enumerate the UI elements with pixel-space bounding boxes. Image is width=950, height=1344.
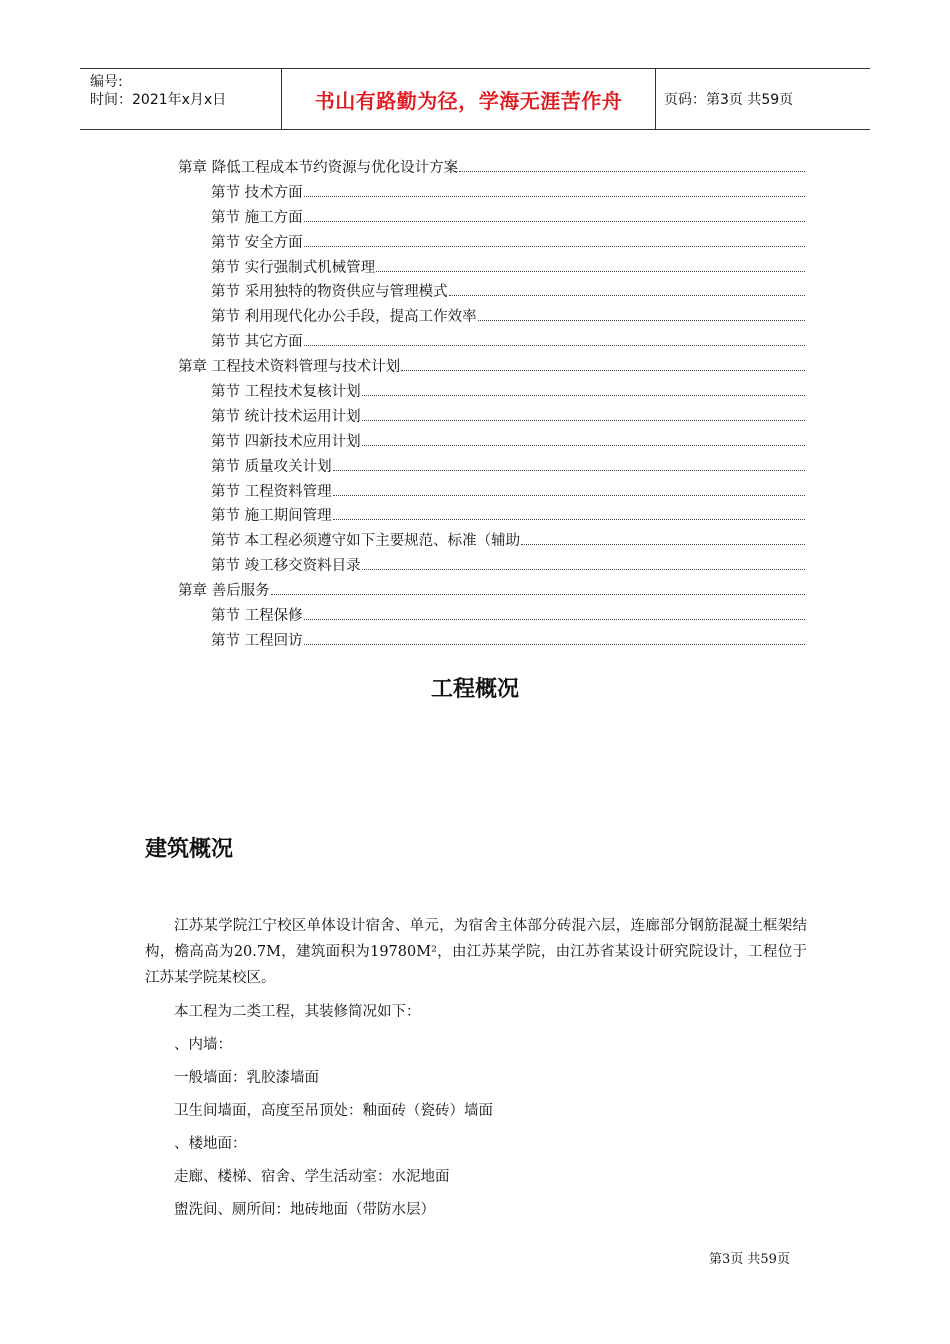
toc-entry-text: 第节 工程回访 bbox=[211, 632, 303, 649]
body-line: 一般墙面：乳胶漆墙面 bbox=[174, 1070, 319, 1086]
toc-entry-text: 第节 采用独特的物资供应与管理模式 bbox=[211, 284, 448, 301]
toc-entry-text: 第章 善后服务 bbox=[178, 583, 270, 600]
toc-section-entry bbox=[178, 405, 805, 430]
toc-entry-text: 第节 安全方面 bbox=[211, 234, 303, 251]
toc-entry-text: 第节 工程技术复核计划 bbox=[211, 384, 361, 401]
toc-section-entry bbox=[178, 554, 805, 579]
toc-leader-dots bbox=[459, 158, 805, 172]
toc-section-entry bbox=[178, 629, 805, 654]
toc-section-entry bbox=[178, 604, 805, 629]
toc-leader-dots bbox=[333, 482, 805, 496]
header-motto: 书山有路勤为径，学海无涯苦作舟 bbox=[282, 69, 656, 129]
toc-section-entry bbox=[178, 256, 805, 281]
toc-chapter-entry bbox=[178, 156, 805, 181]
toc-section-entry bbox=[178, 330, 805, 355]
document-header bbox=[80, 68, 870, 130]
toc-entry-text: 第节 本工程必须遵守如下主要规范、标准（辅助 bbox=[211, 533, 521, 550]
header-meta bbox=[80, 69, 282, 129]
toc-entry-text: 第节 四新技术应用计划 bbox=[211, 433, 361, 450]
toc-leader-dots bbox=[362, 432, 805, 446]
body-line: 、内墙： bbox=[174, 1037, 232, 1053]
body-line: 盥洗间、厕所间：地砖地面（带防水层） bbox=[174, 1202, 435, 1218]
body-line: 走廊、楼梯、宿舍、学生活动室：水泥地面 bbox=[174, 1169, 450, 1185]
toc-leader-dots bbox=[376, 258, 805, 272]
toc-chapter-entry bbox=[178, 355, 805, 380]
toc-entry-text: 第节 工程保修 bbox=[211, 608, 303, 625]
toc-section-entry bbox=[178, 455, 805, 480]
table-of-contents bbox=[178, 156, 805, 654]
toc-section-entry bbox=[178, 280, 805, 305]
toc-entry-text: 第节 施工方面 bbox=[211, 209, 303, 226]
toc-leader-dots bbox=[304, 631, 805, 645]
toc-entry-text: 第节 质量攻关计划 bbox=[211, 458, 332, 475]
body-line: 卫生间墙面，高度至吊顶处：釉面砖（瓷砖）墙面 bbox=[174, 1103, 493, 1119]
body-line: 、楼地面： bbox=[174, 1136, 247, 1152]
toc-leader-dots bbox=[304, 233, 805, 247]
toc-leader-dots bbox=[304, 606, 805, 620]
toc-section-entry bbox=[178, 380, 805, 405]
toc-section-entry bbox=[178, 504, 805, 529]
toc-section-entry bbox=[178, 529, 805, 554]
intro-paragraph: 江苏某学院江宁校区单体设计宿舍、单元，为宿舍主体部分砖混六层，连廊部分钢筋混凝土框架结构，檐高高为20.7M，建筑面积为19780M²，由江苏某学院，由江苏省某设计研究院设计，工程位于江苏某学院某校区。 bbox=[145, 918, 807, 986]
toc-leader-dots bbox=[478, 307, 805, 321]
toc-leader-dots bbox=[362, 556, 805, 570]
toc-leader-dots bbox=[362, 407, 805, 421]
toc-entry-text: 第节 竣工移交资料目录 bbox=[211, 558, 361, 575]
toc-entry-text: 第章 降低工程成本节约资源与优化设计方案 bbox=[178, 160, 459, 176]
toc-leader-dots bbox=[449, 282, 805, 296]
toc-section-entry bbox=[178, 305, 805, 330]
toc-leader-dots bbox=[401, 357, 805, 371]
toc-section-entry bbox=[178, 231, 805, 256]
toc-entry-text: 第节 技术方面 bbox=[211, 184, 303, 201]
toc-leader-dots bbox=[304, 208, 805, 222]
page-footer: 第3页 共59页 bbox=[709, 1252, 790, 1267]
toc-section-entry bbox=[178, 181, 805, 206]
toc-chapter-entry bbox=[178, 579, 805, 604]
toc-entry-text: 第节 工程资料管理 bbox=[211, 483, 332, 500]
main-title: 工程概况 bbox=[430, 677, 519, 702]
toc-leader-dots bbox=[271, 581, 805, 595]
toc-entry-text: 第节 实行强制式机械管理 bbox=[211, 259, 376, 276]
body-line: 本工程为二类工程，其装修简况如下： bbox=[174, 1004, 421, 1020]
toc-section-entry bbox=[178, 206, 805, 231]
toc-entry-text: 第节 统计技术运用计划 bbox=[211, 408, 361, 425]
code-label: 编号: bbox=[90, 74, 123, 90]
toc-leader-dots bbox=[333, 457, 805, 471]
toc-entry-text: 第节 施工期间管理 bbox=[211, 508, 332, 525]
section-title: 建筑概况 bbox=[145, 837, 234, 862]
date-label: 时间：2021年x月x日 bbox=[90, 92, 227, 108]
toc-leader-dots bbox=[304, 183, 805, 197]
toc-entry-text: 第节 其它方面 bbox=[211, 334, 303, 351]
toc-leader-dots bbox=[521, 531, 805, 545]
toc-entry-text: 第节 利用现代化办公手段，提高工作效率 bbox=[211, 309, 477, 326]
toc-leader-dots bbox=[333, 506, 805, 520]
toc-section-entry bbox=[178, 480, 805, 505]
toc-leader-dots bbox=[362, 382, 805, 396]
toc-leader-dots bbox=[304, 332, 805, 346]
toc-entry-text: 第章 工程技术资料管理与技术计划 bbox=[178, 359, 401, 376]
header-page-label: 页码：第3页 共59页 bbox=[664, 92, 794, 108]
toc-section-entry bbox=[178, 430, 805, 455]
